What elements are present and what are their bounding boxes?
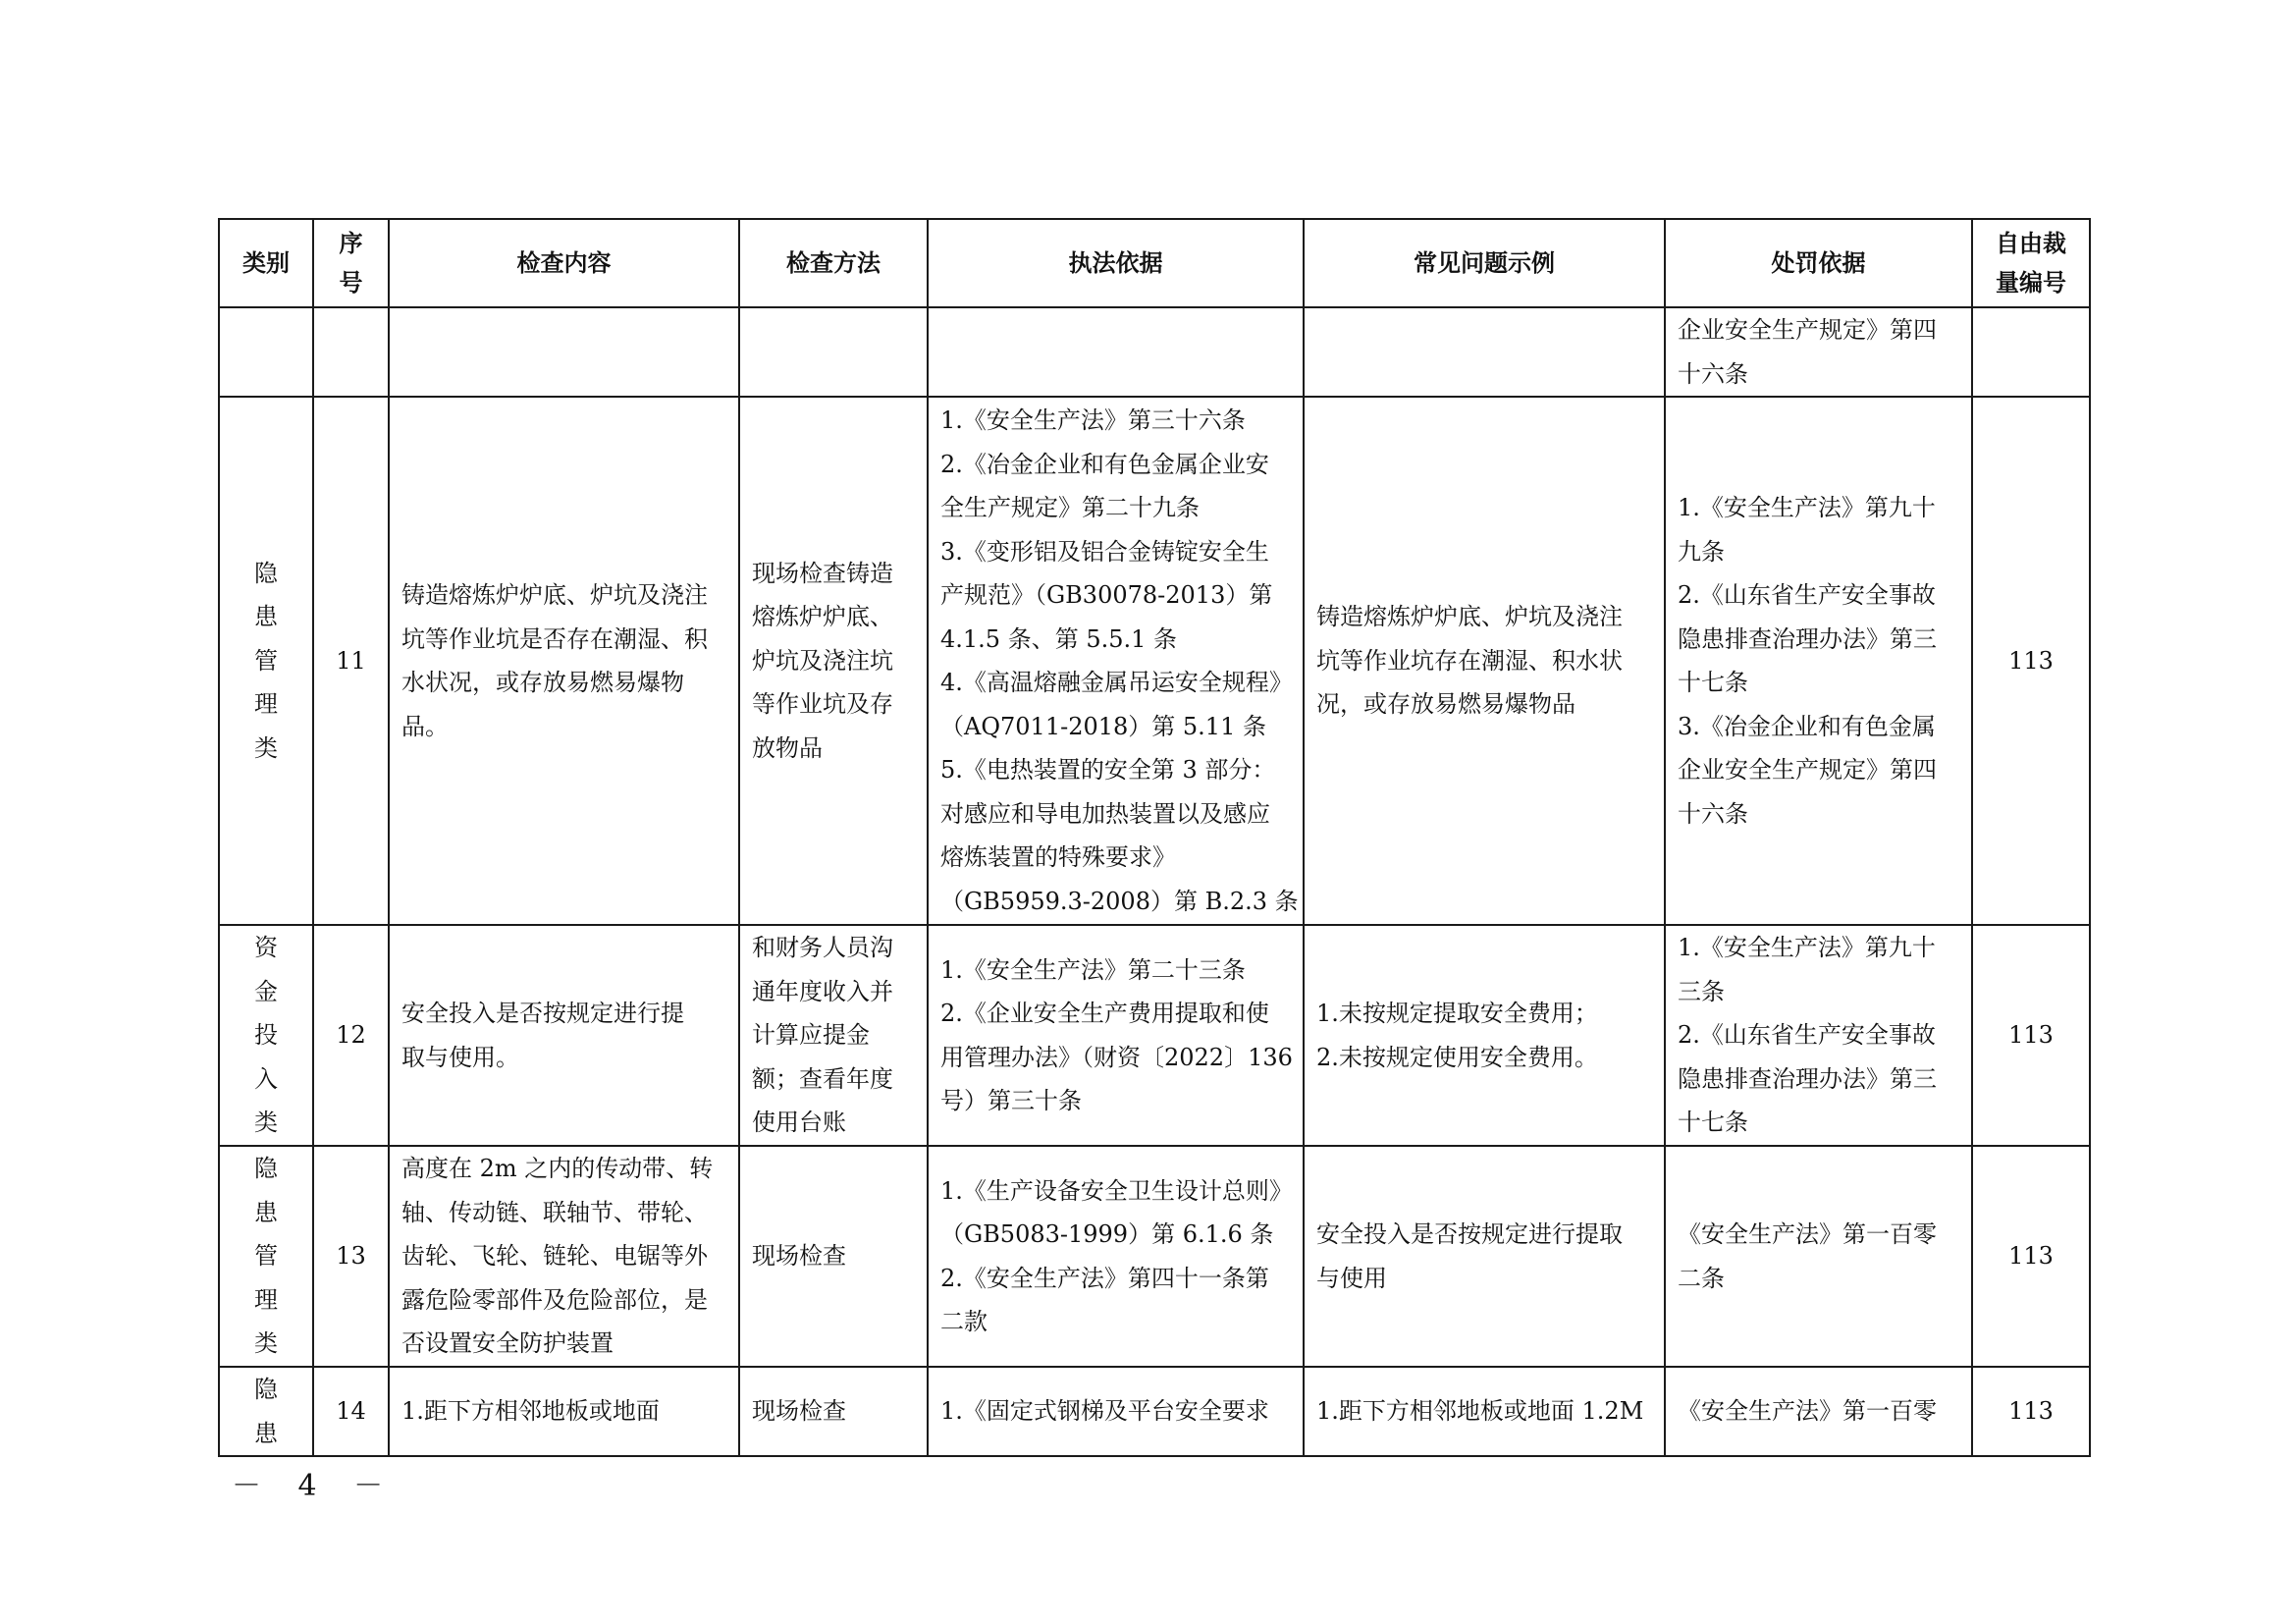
cell-issues [1304, 307, 1665, 397]
category-text: 隐患管理类 [254, 1155, 278, 1358]
cell-penalty [1665, 397, 1972, 925]
cell-line: 十六条 [1678, 799, 1748, 828]
cell-line: 水状况，或存放易燃易爆物 [401, 669, 684, 696]
cell-category [219, 397, 313, 925]
cell-basis [928, 1367, 1304, 1456]
cell-line: 九条 [1678, 537, 1725, 566]
cell-line: 1.《安全生产法》第九十 [1678, 934, 1936, 962]
cell-line: 计算应提金 [752, 1021, 870, 1050]
cell-category [219, 1146, 313, 1367]
cell-line: 1.《安全生产法》第九十 [1678, 494, 1936, 521]
cell-discretion: 113 [1972, 397, 2090, 925]
cell-line: 5.《电热装置的安全第 3 部分： [940, 756, 1276, 784]
cell-line: 1.《固定式钢梯及平台安全要求 [940, 1397, 1269, 1426]
header-category: 类别 [219, 219, 313, 307]
cell-basis [928, 397, 1304, 925]
cell-category [219, 1367, 313, 1456]
cell-line: 放物品 [752, 733, 823, 762]
cell-seq: 11 [313, 397, 389, 925]
cell-penalty [1665, 925, 1972, 1146]
cell-method [739, 307, 928, 397]
table-row [219, 925, 2090, 1146]
cell-line: 与使用 [1316, 1264, 1387, 1292]
table-row [219, 397, 2090, 925]
cell-line: 三条 [1678, 977, 1725, 1005]
cell-line: 全生产规定》第二十九条 [940, 494, 1200, 521]
header-row [219, 219, 2090, 307]
cell-discretion: 113 [1972, 925, 2090, 1146]
header-seq: 序号 [313, 219, 389, 307]
cell-line: 隐患排查治理办法》第三 [1678, 1064, 1937, 1093]
cell-line: 铸造熔炼炉炉底、炉坑及浇注 [401, 581, 708, 609]
cell-method [739, 925, 928, 1146]
cell-line: （AQ7011-2018）第 5.11 条 [940, 712, 1266, 740]
cell-line: 十七条 [1678, 1109, 1748, 1137]
cell-line: 坑等作业坑存在潮湿、积水状 [1316, 646, 1623, 675]
cell-line: 况，或存放易燃易爆物品 [1316, 690, 1575, 719]
cell-line: 取与使用。 [401, 1043, 519, 1071]
cell-content [389, 1367, 739, 1456]
cell-line: 现场检查 [752, 1397, 846, 1426]
cell-line: 2.《冶金企业和有色金属企业安 [940, 450, 1269, 478]
category-text: 隐患管理类 [254, 559, 278, 762]
cell-line: 现场检查 [752, 1242, 846, 1271]
cell-line: 使用台账 [752, 1109, 846, 1137]
cell-line: 4.1.5 条、第 5.5.1 条 [940, 624, 1178, 653]
cell-line: 1.《安全生产法》第三十六条 [940, 406, 1246, 434]
category-text: 资金投入类 [254, 934, 278, 1137]
cell-seq [313, 307, 389, 397]
cell-seq: 12 [313, 925, 389, 1146]
cell-line: 3.《冶金企业和有色金属 [1678, 712, 1936, 740]
cell-line: 铸造熔炼炉炉底、炉坑及浇注 [1316, 603, 1623, 631]
header-content: 检查内容 [389, 219, 739, 307]
cell-method [739, 1367, 928, 1456]
cell-line: 隐患排查治理办法》第三 [1678, 624, 1937, 653]
cell-category [219, 925, 313, 1146]
cell-line: 和财务人员沟 [752, 934, 893, 962]
cell-line: 坑等作业坑是否存在潮湿、积 [401, 624, 708, 653]
cell-line: 1.《生产设备安全卫生设计总则》 [940, 1176, 1293, 1205]
cell-line: 熔炼炉炉底、 [752, 603, 893, 631]
cell-penalty [1665, 307, 1972, 397]
cell-line: 品。 [401, 712, 449, 740]
cell-line: 高度在 2m 之内的传动带、转 [401, 1155, 714, 1183]
header-penalty: 处罚依据 [1665, 219, 1972, 307]
cell-line: 1.距下方相邻地板或地面 1.2M [1316, 1397, 1644, 1426]
category-text: 隐患 [254, 1376, 278, 1447]
cell-line: 安全投入是否按规定进行提 [401, 1000, 684, 1027]
cell-line: （GB5959.3-2008）第 B.2.3 条 [940, 887, 1299, 915]
cell-line: 否设置安全防护装置 [401, 1329, 614, 1358]
table-row [219, 1367, 2090, 1456]
cell-line: 熔炼装置的特殊要求》 [940, 843, 1176, 871]
cell-line: 4.《高温熔融金属吊运安全规程》 [940, 669, 1293, 696]
table-row [219, 1146, 2090, 1367]
cell-line: 十七条 [1678, 669, 1748, 696]
cell-line: 炉坑及浇注坑 [752, 646, 893, 675]
cell-discretion [1972, 307, 2090, 397]
cell-seq: 14 [313, 1367, 389, 1456]
cell-line: 用管理办法》（财资〔2022〕136 [940, 1043, 1293, 1071]
cell-method [739, 397, 928, 925]
header-issues: 常见问题示例 [1304, 219, 1665, 307]
cell-basis [928, 307, 1304, 397]
cell-line: 二条 [1678, 1264, 1725, 1292]
cell-line: 1.距下方相邻地板或地面 [401, 1397, 660, 1426]
cell-line: 安全投入是否按规定进行提取 [1316, 1220, 1623, 1248]
cell-line: 齿轮、飞轮、链轮、电锯等外 [401, 1242, 708, 1271]
cell-content [389, 307, 739, 397]
cell-line: 通年度收入并 [752, 977, 893, 1005]
cell-line: 现场检查铸造 [752, 559, 893, 587]
cell-penalty [1665, 1146, 1972, 1367]
cell-line: 轴、传动链、联轴节、带轮、 [401, 1198, 708, 1226]
cell-line: 1.《安全生产法》第二十三条 [940, 955, 1246, 984]
cell-line: 2.《企业安全生产费用提取和使 [940, 1000, 1269, 1027]
cell-method [739, 1146, 928, 1367]
cell-seq: 13 [313, 1146, 389, 1367]
cell-penalty [1665, 1367, 1972, 1456]
page-number: － 4 － [232, 1469, 398, 1503]
cell-line: 1.未按规定提取安全费用； [1316, 1000, 1598, 1027]
cell-content [389, 397, 739, 925]
cell-issues [1304, 1367, 1665, 1456]
cell-line: 对感应和导电加热装置以及感应 [940, 799, 1270, 828]
cell-line: 2.《安全生产法》第四十一条第 [940, 1264, 1269, 1292]
cell-line: 号）第三十条 [940, 1087, 1082, 1114]
header-method: 检查方法 [739, 219, 928, 307]
cell-line: 2.《山东省生产安全事故 [1678, 1021, 1936, 1050]
cell-issues [1304, 397, 1665, 925]
cell-line: 十六条 [1678, 359, 1748, 388]
cell-line: 《安全生产法》第一百零 [1678, 1397, 1937, 1426]
header-discretion: 自由裁量编号 [1972, 219, 2090, 307]
cell-issues [1304, 925, 1665, 1146]
cell-line: （GB5083-1999）第 6.1.6 条 [940, 1220, 1274, 1248]
cell-line: 额；查看年度 [752, 1064, 893, 1093]
cell-line: 二款 [940, 1308, 988, 1335]
table-row [219, 307, 2090, 397]
cell-content [389, 925, 739, 1146]
cell-line: 2.《山东省生产安全事故 [1678, 581, 1936, 609]
cell-discretion: 113 [1972, 1146, 2090, 1367]
inspection-table [218, 218, 2091, 1457]
cell-basis [928, 1146, 1304, 1367]
cell-line: 《安全生产法》第一百零 [1678, 1220, 1937, 1248]
cell-line: 产规范》（GB30078-2013）第 [940, 581, 1273, 609]
cell-discretion: 113 [1972, 1367, 2090, 1456]
cell-content [389, 1146, 739, 1367]
cell-line: 等作业坑及存 [752, 690, 893, 719]
cell-category [219, 307, 313, 397]
cell-basis [928, 925, 1304, 1146]
cell-line: 企业安全生产规定》第四 [1678, 316, 1937, 344]
cell-issues [1304, 1146, 1665, 1367]
cell-line: 露危险零部件及危险部位，是 [401, 1285, 708, 1314]
cell-line: 企业安全生产规定》第四 [1678, 756, 1937, 784]
cell-line: 3.《变形铝及铝合金铸锭安全生 [940, 537, 1269, 566]
header-basis: 执法依据 [928, 219, 1304, 307]
cell-line: 2.未按规定使用安全费用。 [1316, 1043, 1598, 1071]
